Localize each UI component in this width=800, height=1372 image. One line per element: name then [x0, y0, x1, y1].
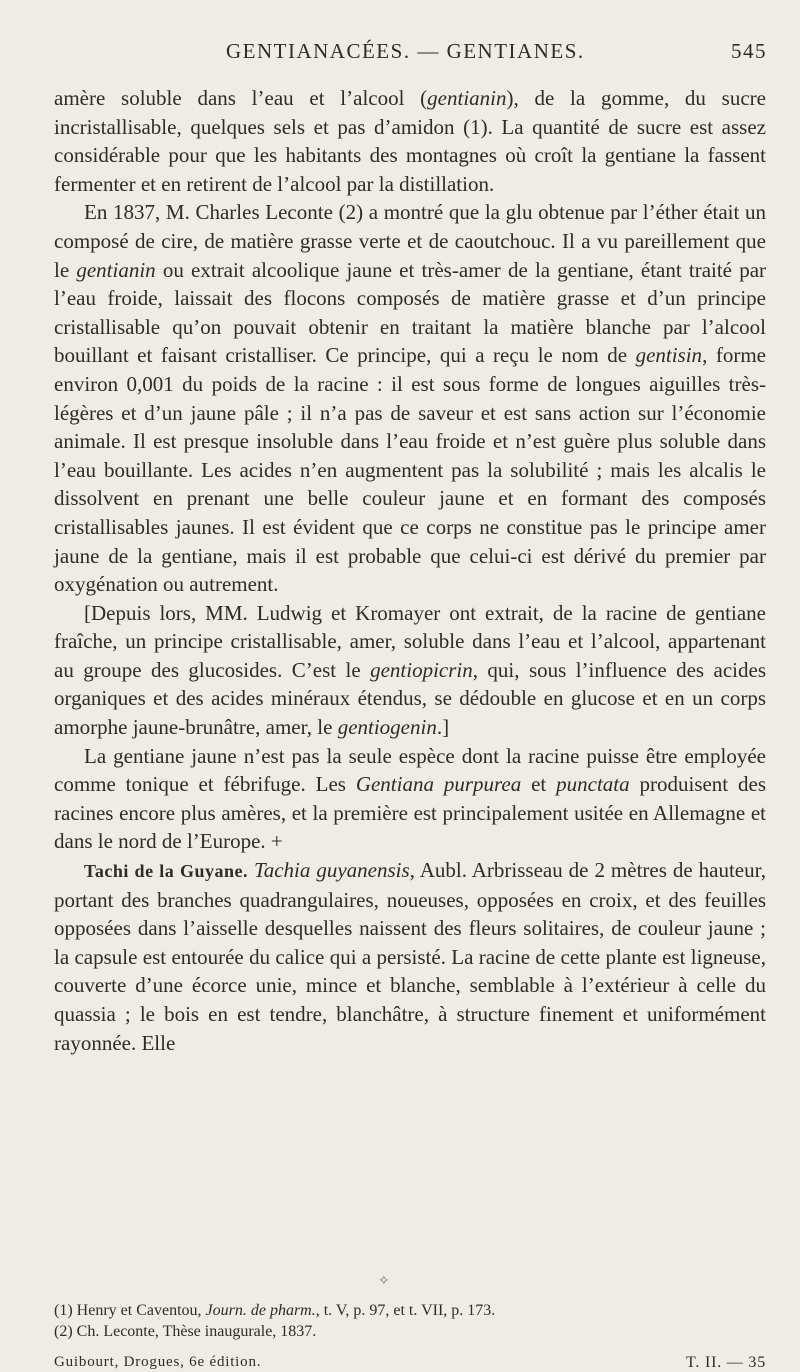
italic-term: Journ. de pharm. [205, 1302, 316, 1319]
italic-term: Gentiana purpurea [355, 772, 522, 797]
italic-term: gentianin [427, 86, 507, 110]
text-run: ), de la gomme, du sucre incristallisable, quelques sels et pas d’amidon (1). La quantité de sucre est assez considérable pour que les habitants des montagnes où croît la gentiane la fassent fermenter et en retirent de l’alcool par la distillation. [54, 86, 766, 196]
page-number: 545 [731, 39, 767, 63]
footnotes [54, 1300, 766, 1342]
italic-term: gentiogenin [337, 715, 437, 740]
italic-term: Tachia guyanensis [253, 858, 410, 883]
paragraph-1 [54, 84, 766, 198]
text-run: , forme environ 0,001 du poids de la racine : il est sous forme de longues aiguilles très-légères et d’un jaune pâle ; il n’a pas de saveur et est sans action sur l’économie animale. Il est presque insoluble dans l’eau froide et n’est guère plus soluble dans l’eau bouillante. Les acides n’en augmentent pas la solubilité ; mais les alcalis le dissolvent en prenant une belle couleur jaune et en formant des composés cristallisables jaunes. Il est évident que ce corps ne constitue pas le principe amer jaune de la gentiane, mais il est probable que celui-ci est dérivé du premier par oxygénation ou autrement. [54, 343, 766, 597]
text-run: ou extrait alcoolique jaune et très-amer de la gentiane, étant traité par l’eau froide, laissait des flocons composés de matière grasse et d’un principe cristallisable qu’on pouvait obtenir en traitant la matière blanche par l’alcool bouillant et faisant cristalliser. Ce principe, qui a reçu le nom de [54, 257, 767, 368]
footnote-2 [54, 1321, 766, 1342]
paragraph-3 [54, 599, 766, 742]
footnote-1 [54, 1300, 766, 1321]
italic-term: gentianin [76, 257, 156, 282]
text-run: , qui, sous l’influence des acides organiques et des acides minéraux étendus, se dédouble en glucose et en un corps amorphe jaune-brunâtre, amer, le [54, 657, 766, 740]
paragraph-2 [54, 198, 766, 598]
italic-term: gentiopicrin [370, 657, 473, 682]
running-title: GENTIANACÉES. — GENTIANES. [226, 39, 585, 63]
text-run: (1) Henry et Caventou, [54, 1302, 206, 1319]
paragraph-4 [54, 742, 766, 856]
volume-sheet-mark: T. II. — 35 [685, 1354, 766, 1371]
italic-term: gentisin [635, 343, 703, 368]
text-run: (2) Ch. Leconte, Thèse inaugurale, 1837. [54, 1323, 317, 1340]
text-run: .] [436, 715, 450, 740]
text-run: La gentiane jaune n’est pas la seule espèce dont la racine puisse être employée comme tonique et fébrifuge. Les [54, 743, 766, 797]
signature-mark: Guibourt, Drogues, 6e édition. [54, 1354, 262, 1370]
text-run: [Depuis lors, MM. Ludwig et Kromayer ont extrait, de la racine de gentiane fraîche, un principe cristallisable, amer, soluble dans l’eau et l’alcool, appartenant au groupe des glucosides. C’est le [54, 600, 766, 682]
entry-heading: Tachi de la Guyane. [84, 861, 248, 882]
text-run: En 1837, M. Charles Leconte (2) a montré que la glu obtenue par l’éther était un composé de cire, de matière grasse verte et de caoutchouc. Il a vu pareillement que le [54, 200, 766, 282]
text-run: produisent des racines encore plus amères, et la première est principalement usitée en Allemagne et dans le nord de l’Europe. + [54, 772, 767, 854]
italic-term: punctata [556, 772, 630, 797]
paragraph-5-tachi-entry [54, 856, 766, 1057]
ink-mark: ✧ [378, 1274, 390, 1289]
main-text [54, 84, 766, 1057]
text-run: , Aubl. Arbrisseau de 2 mètres de hauteur, portant des branches quadrangulaires, noueuses, opposées en croix, et des feuilles opposées dans l’aisselle desquelles naissent des fleurs solitaires, de couleur jaune ; la capsule est entourée du calice qui a persisté. La racine de cette plante est ligneuse, couverte d’une écorce unie, mince et blanche, semblable à l’extérieur à celle du quassia ; le bois en est tendre, blanchâtre, à structure finement et uniformément rayonnée. Elle [54, 858, 767, 1055]
text-run: et [521, 772, 557, 797]
text-run: , t. V, p. 97, et t. VII, p. 173. [315, 1302, 496, 1319]
text-run: amère soluble dans l’eau et l’alcool ( [54, 86, 428, 110]
